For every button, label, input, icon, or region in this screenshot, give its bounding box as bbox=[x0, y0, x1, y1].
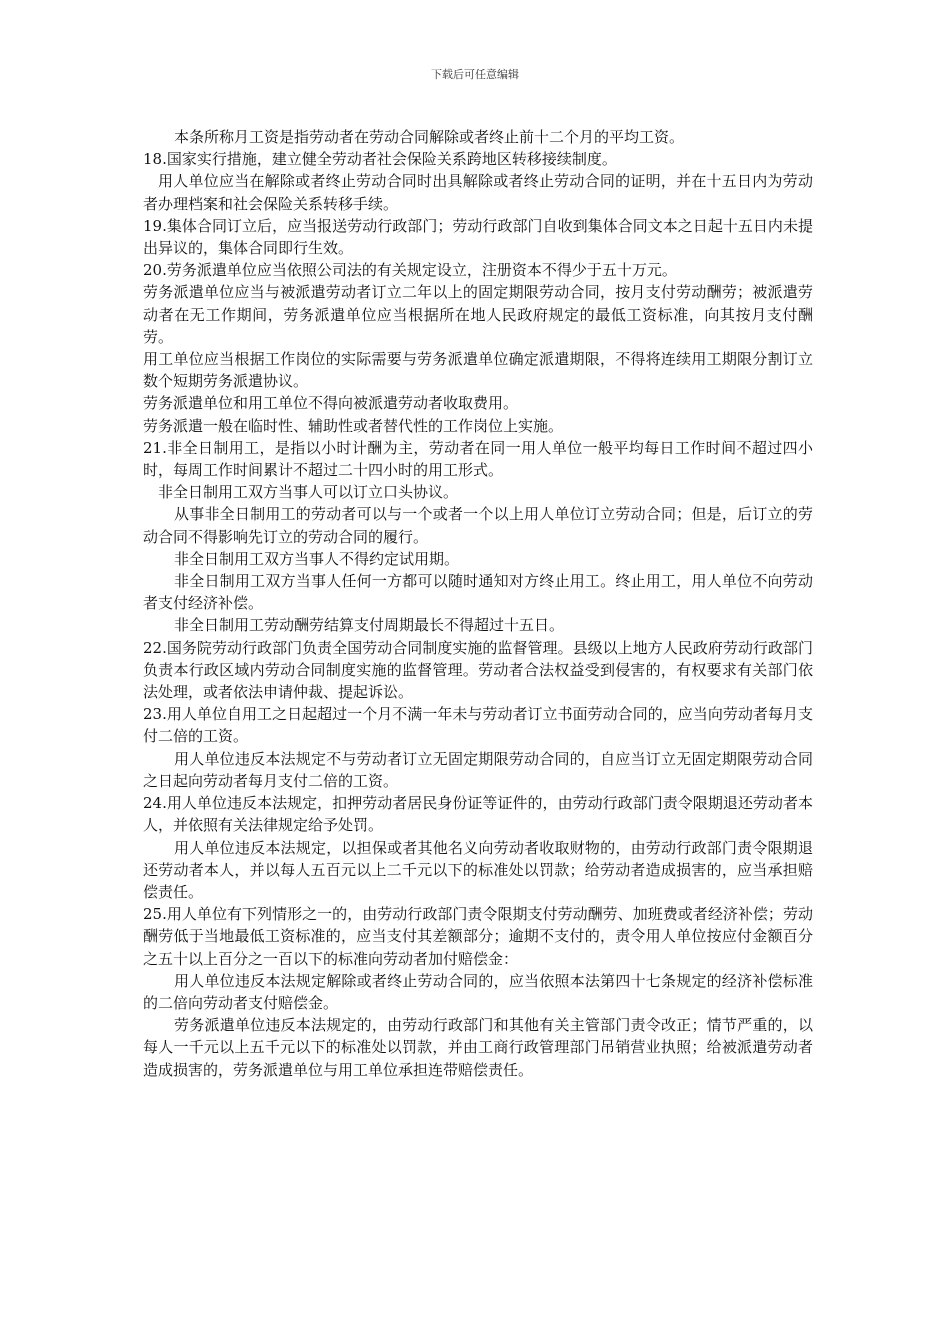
paragraph: 23.用人单位自用工之日起超过一个月不满一年未与劳动者订立书面劳动合同的，应当向劳动者每月支付二倍的工资。 bbox=[143, 705, 813, 746]
paragraph: 25.用人单位有下列情形之一的，由劳动行政部门责令限期支付劳动酬劳、加班费或者经济补偿；劳动酬劳低于当地最低工资标准的，应当支付其差额部分；逾期不支付的，责令用人单位按应付金额百分之五十以上百分之一百以下的标准向劳动者加付赔偿金： bbox=[143, 905, 813, 968]
paragraph: 非全日制用工劳动酬劳结算支付周期最长不得超过十五日。 bbox=[174, 616, 565, 635]
paragraph: 24.用人单位违反本法规定，扣押劳动者居民身份证等证件的，由劳动行政部门责令限期退还劳动者本人，并依照有关法律规定给予处罚。 bbox=[143, 794, 813, 835]
paragraph: 劳务派遣单位和用工单位不得向被派遣劳动者收取费用。 bbox=[143, 394, 519, 413]
paragraph: 非全日制用工双方当事人可以订立口头协议。 bbox=[158, 483, 459, 502]
paragraph: 劳务派遣单位违反本法规定的，由劳动行政部门和其他有关主管部门责令改正；情节严重的，以每人一千元以上五千元以下的标准处以罚款，并由工商行政管理部门吊销营业执照；给被派遣劳动者造成损害的，劳务派遣单位与用工单位承担连带赔偿责任。 bbox=[143, 1016, 813, 1079]
paragraph: 用人单位违反本法规定不与劳动者订立无固定期限劳动合同的，自应当订立无固定期限劳动合同之日起向劳动者每月支付二倍的工资。 bbox=[143, 749, 813, 790]
paragraph: 18.国家实行措施，建立健全劳动者社会保险关系跨地区转移接续制度。 bbox=[143, 150, 617, 169]
paragraph: 本条所称月工资是指劳动者在劳动合同解除或者终止前十二个月的平均工资。 bbox=[174, 128, 685, 146]
document-body bbox=[143, 126, 813, 1081]
paragraph: 21.非全日制用工，是指以小时计酬为主，劳动者在同一用人单位一般平均每日工作时间不超过四小时，每周工作时间累计不超过二十四小时的用工形式。 bbox=[143, 438, 813, 480]
paragraph: 用工单位应当根据工作岗位的实际需要与劳务派遣单位确定派遣期限，不得将连续用工期限分割订立数个短期劳务派遣协议。 bbox=[143, 350, 813, 391]
paragraph: 非全日制用工双方当事人任何一方都可以随时通知对方终止用工。终止用工，用人单位不向劳动者支付经济补偿。 bbox=[143, 572, 813, 613]
page-header: 下载后可任意编辑 bbox=[431, 68, 519, 81]
paragraph: 用人单位违反本法规定解除或者终止劳动合同的，应当依照本法第四十七条规定的经济补偿标准的二倍向劳动者支付赔偿金。 bbox=[143, 971, 813, 1012]
paragraph: 22.国务院劳动行政部门负责全国劳动合同制度实施的监督管理。县级以上地方人民政府劳动行政部门负责本行政区域内劳动合同制度实施的监督管理。劳动者合法权益受到侵害的，有权要求有关部门依法处理，或者依法申请仲裁、提起诉讼。 bbox=[143, 638, 813, 702]
paragraph: 非全日制用工双方当事人不得约定试用期。 bbox=[174, 549, 460, 568]
paragraph: 20.劳务派遣单位应当依照公司法的有关规定设立，注册资本不得少于五十万元。 bbox=[143, 261, 677, 280]
paragraph: 劳务派遣一般在临时性、辅助性或者替代性的工作岗位上实施。 bbox=[143, 416, 564, 435]
paragraph: 从事非全日制用工的劳动者可以与一个或者一个以上用人单位订立劳动合同；但是，后订立的劳动合同不得影响先订立的劳动合同的履行。 bbox=[143, 505, 813, 546]
paragraph: 劳务派遣单位应当与被派遣劳动者订立二年以上的固定期限劳动合同，按月支付劳动酬劳；被派遣劳动者在无工作期间，劳务派遣单位应当根据所在地人民政府规定的最低工资标准，向其按月支付酬劳。 bbox=[143, 283, 813, 346]
paragraph: 用人单位违反本法规定，以担保或者其他名义向劳动者收取财物的，由劳动行政部门责令限期退还劳动者本人，并以每人五百元以上二千元以下的标准处以罚款；给劳动者造成损害的，应当承担赔偿责任。 bbox=[143, 838, 813, 901]
paragraph: 19.集体合同订立后，应当报送劳动行政部门；劳动行政部门自收到集体合同文本之日起十五日内未提出异议的，集体合同即行生效。 bbox=[143, 216, 813, 258]
paragraph: 用人单位应当在解除或者终止劳动合同时出具解除或者终止劳动合同的证明，并在十五日内为劳动者办理档案和社会保险关系转移手续。 bbox=[143, 172, 813, 213]
